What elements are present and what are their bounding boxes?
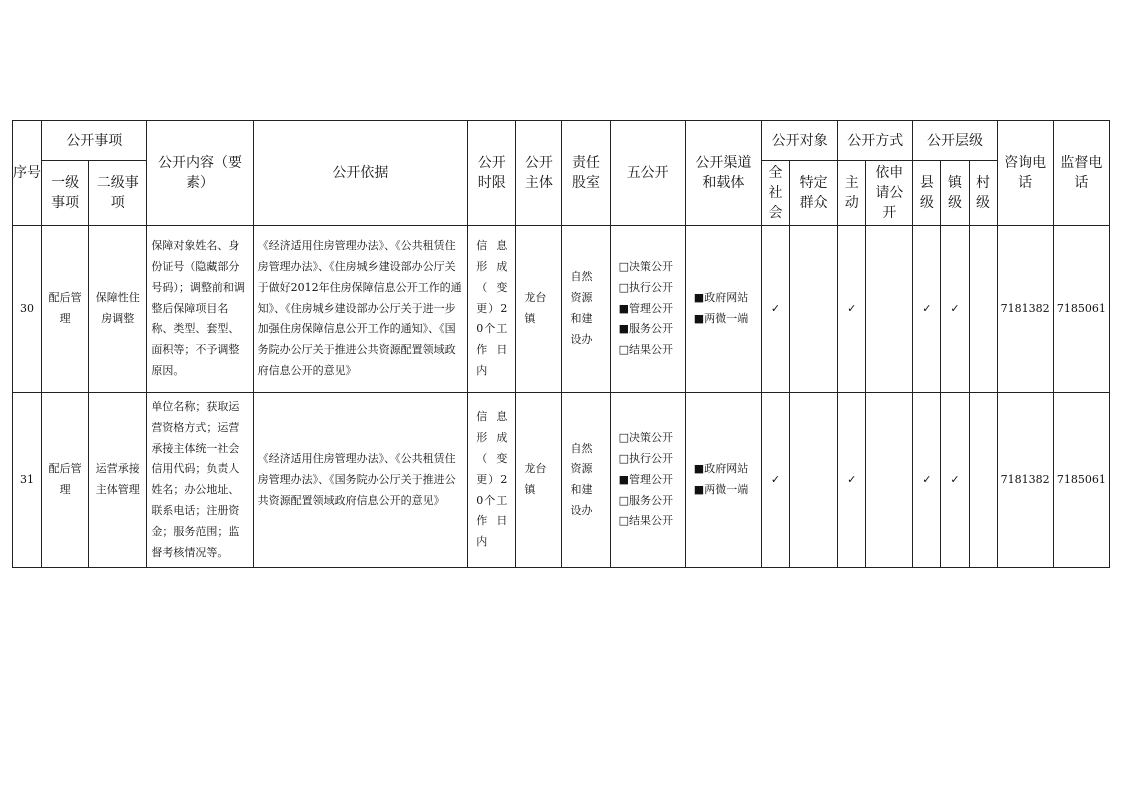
header-supervise-phone: 监督电话	[1053, 121, 1109, 226]
cell-level1: 配后管理	[42, 226, 89, 393]
header-channel: 公开渠道和载体	[685, 121, 761, 226]
cell-level-village	[969, 393, 997, 568]
five-open-item: ■管理公开	[618, 301, 673, 315]
header-method-active: 主动	[838, 161, 866, 226]
header-method-request: 依申请公开	[866, 161, 913, 226]
cell-consult-phone: 7181382	[997, 226, 1053, 393]
channel-item: ■政府网站	[693, 291, 749, 305]
header-dept: 责任股室	[562, 121, 610, 226]
five-open-item: □结果公开	[618, 514, 673, 528]
cell-method-request	[866, 393, 913, 568]
header-seq: 序号	[13, 121, 42, 226]
header-time-limit: 公开时限	[468, 121, 516, 226]
cell-subject: 龙台镇	[516, 226, 562, 393]
table-row	[13, 393, 1110, 568]
cell-level2: 保障性住房调整	[89, 226, 147, 393]
header-level-village: 村级	[969, 161, 997, 226]
cell-level-town: ✓	[941, 226, 969, 393]
cell-method-active: ✓	[838, 226, 866, 393]
cell-dept: 自然资源和建设办	[562, 226, 610, 393]
five-open-item: □结果公开	[618, 343, 673, 357]
cell-basis: 《经济适用住房管理办法》、《公共租赁住房管理办法》、《住房城乡建设部办公厅关于做好2012年住房保障信息公开工作的通知》、《住房城乡建设部办公厅关于进一步加强住房保障信息公开工作的通知》、《国务院办公厅关于推进公共资源配置领域政府信息公开的意见》	[253, 226, 468, 393]
cell-supervise-phone: 7185061	[1053, 226, 1109, 393]
cell-channel	[685, 226, 761, 393]
channel-item: ■政府网站	[693, 462, 749, 476]
five-open-item: □决策公开	[618, 431, 673, 445]
header-level-town: 镇级	[941, 161, 969, 226]
cell-content: 单位名称；获取运营资格方式；运营承接主体统一社会信用代码；负责人姓名；办公地址、联系电话；注册资金；服务范围；监督考核情况等。	[147, 393, 253, 568]
channel-item: ■两微一端	[693, 483, 749, 497]
cell-method-active: ✓	[838, 393, 866, 568]
cell-seq: 30	[13, 226, 42, 393]
cell-subject: 龙台镇	[516, 393, 562, 568]
header-basis: 公开依据	[253, 121, 468, 226]
cell-basis: 《经济适用住房管理办法》、《公共租赁住房管理办法》、《国务院办公厅关于推进公共资源配置领域政府信息公开的意见》	[253, 393, 468, 568]
cell-level-village	[969, 226, 997, 393]
cell-five-open	[610, 393, 685, 568]
header-content: 公开内容（要素）	[147, 121, 253, 226]
five-open-item: □执行公开	[618, 280, 673, 294]
header-method: 公开方式	[838, 121, 913, 161]
cell-content: 保障对象姓名、身份证号（隐藏部分号码）；调整前和调整后保障项目名称、类型、套型、面积等；不予调整原因。	[147, 226, 253, 393]
header-target-all: 全社会	[762, 161, 790, 226]
header-target-specific: 特定群众	[790, 161, 838, 226]
header-consult-phone: 咨询电话	[997, 121, 1053, 226]
header-matter: 公开事项	[42, 121, 147, 161]
five-open-item: ■服务公开	[618, 322, 673, 336]
cell-level-county: ✓	[913, 393, 941, 568]
cell-time-limit: 信息形成（变更）20个工作日内	[468, 226, 516, 393]
cell-seq: 31	[13, 393, 42, 568]
cell-five-open	[610, 226, 685, 393]
five-open-item: □服务公开	[618, 493, 673, 507]
header-level-county: 县级	[913, 161, 941, 226]
cell-level2: 运营承接主体管理	[89, 393, 147, 568]
cell-target-specific	[790, 393, 838, 568]
header-subject: 公开主体	[516, 121, 562, 226]
disclosure-table	[12, 120, 1110, 568]
cell-target-specific	[790, 226, 838, 393]
header-level1: 一级事项	[42, 161, 89, 226]
cell-target-all: ✓	[762, 226, 790, 393]
five-open-item: □决策公开	[618, 260, 673, 273]
header-level2: 二级事项	[89, 161, 147, 226]
cell-level1: 配后管理	[42, 393, 89, 568]
cell-channel	[685, 393, 761, 568]
cell-supervise-phone: 7185061	[1053, 393, 1109, 568]
cell-consult-phone: 7181382	[997, 393, 1053, 568]
cell-method-request	[866, 226, 913, 393]
cell-time-limit: 信息形成（变更）20个工作日内	[468, 393, 516, 568]
header-target: 公开对象	[762, 121, 838, 161]
five-open-item: ■管理公开	[618, 472, 673, 486]
header-five-open: 五公开	[610, 121, 685, 226]
header-level: 公开层级	[913, 121, 997, 161]
channel-item: ■两微一端	[693, 312, 749, 325]
table-row	[13, 226, 1110, 393]
cell-target-all: ✓	[762, 393, 790, 568]
cell-level-town: ✓	[941, 393, 969, 568]
cell-dept: 自然资源和建设办	[562, 393, 610, 568]
five-open-item: □执行公开	[618, 451, 673, 465]
cell-level-county: ✓	[913, 226, 941, 393]
